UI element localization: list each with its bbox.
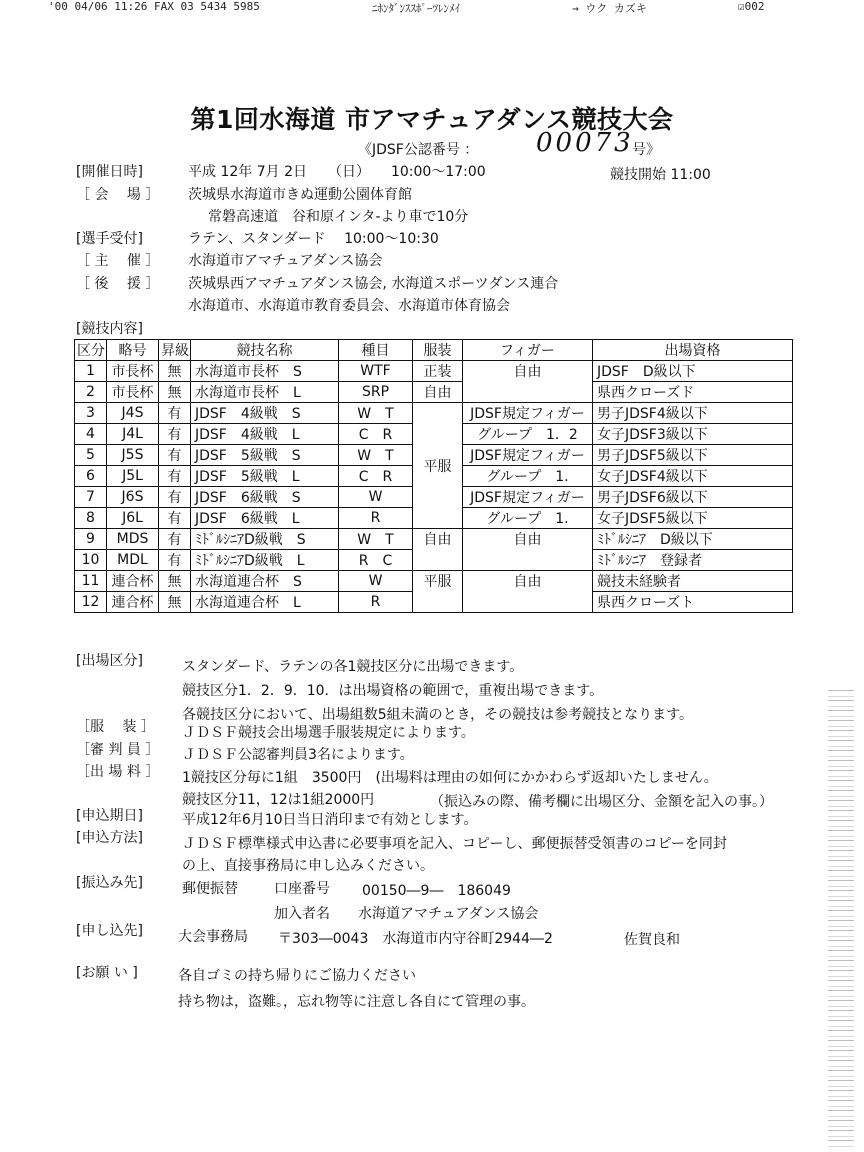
cell-dances: W <box>339 487 413 508</box>
cell-dances: W T <box>339 403 413 424</box>
host-value: 水海道市アマチュアダンス協会 <box>188 253 383 269</box>
venue-label: ［ 会 場 ］ <box>76 187 160 203</box>
transfer-holder-name: 水海道アマチュアダンス協会 <box>358 906 539 922</box>
cell-promotion: 無 <box>159 592 191 613</box>
contact-address: 〒303―0043 水海道市内守谷町2944―2 <box>278 931 553 947</box>
category-line3: 各競技区分において、出場組数5組未満のとき，その競技は参考競技となります。 <box>182 707 693 723</box>
competition-start: 競技開始 11:00 <box>610 167 711 183</box>
cell-figure: 自由 <box>463 361 593 403</box>
cell-qualification: 男子JDSF5級以下 <box>593 445 793 466</box>
scan-noise-strip <box>828 690 854 1150</box>
host-label: ［ 主 催 ］ <box>76 253 160 269</box>
header-event-name: 競技名称 <box>191 340 339 361</box>
cell-event-name: 水海道市長杯 S <box>191 361 339 382</box>
category-label: [出場区分] <box>76 653 143 669</box>
header-abbreviation: 略号 <box>107 340 159 361</box>
cell-promotion: 有 <box>159 550 191 571</box>
cell-dances: SRP <box>339 382 413 403</box>
cell-event-name: ﾐﾄﾞﾙｼﾆｱD級戦 L <box>191 550 339 571</box>
cell-figure: JDSF規定フィガー <box>463 487 593 508</box>
cell-figure: グループ 1. <box>463 508 593 529</box>
approval-number-handwritten: 00073 <box>536 128 634 158</box>
contact-office: 大会事務局 <box>178 929 248 945</box>
cell-promotion: 無 <box>159 361 191 382</box>
table-row <box>75 382 793 403</box>
transfer-label: [振込み先] <box>76 875 143 891</box>
cell-abbr: MDS <box>107 529 159 550</box>
fax-datetime: '00 04/06 11:26 FAX 03 5434 5985 <box>48 0 260 13</box>
cell-qualification: 男子JDSF6級以下 <box>593 487 793 508</box>
cell-promotion: 無 <box>159 382 191 403</box>
cell-dress: 平服 <box>413 403 463 529</box>
fee-line2a: 競技区分11，12は1組2000円 <box>182 792 375 808</box>
header-figure: フィガー <box>463 340 593 361</box>
venue-line1: 茨城県水海道市きぬ運動公園体育館 <box>188 187 412 203</box>
cell-dances: R <box>339 592 413 613</box>
cell-dances: C R <box>339 466 413 487</box>
cell-promotion: 有 <box>159 466 191 487</box>
header-promotion: 昇級 <box>159 340 191 361</box>
date-value: 平成 12年 7月 2日 （日） 10:00～17:00 <box>188 164 486 180</box>
cell-qualification: 女子JDSF3級以下 <box>593 424 793 445</box>
cell-no: 10 <box>75 550 107 571</box>
cell-promotion: 有 <box>159 487 191 508</box>
header-dances: 種目 <box>339 340 413 361</box>
cell-dances: W T <box>339 529 413 550</box>
table-row <box>75 529 793 550</box>
method-line2: の上、直接事務局に申し込みください。 <box>182 858 434 874</box>
table-header-row <box>75 340 793 361</box>
cell-no: 6 <box>75 466 107 487</box>
cell-promotion: 無 <box>159 571 191 592</box>
cell-abbr: MDL <box>107 550 159 571</box>
cell-abbr: J6L <box>107 508 159 529</box>
cell-qualification: ﾐﾄﾞﾙｼﾆｱ D級以下 <box>593 529 793 550</box>
cell-abbr: 連合杯 <box>107 592 159 613</box>
cell-qualification: 県西クローズト <box>593 592 793 613</box>
cell-abbr: J5L <box>107 466 159 487</box>
fax-sender: ﾆﾎﾝﾀﾞﾝｽｽﾎﾟｰﾂﾚﾝﾒｲ <box>372 2 460 15</box>
events-table <box>74 339 793 613</box>
cell-promotion: 有 <box>159 445 191 466</box>
fee-line1: 1競技区分毎に1組 3500円 (出場料は理由の如何にかかわらず返却いたしません。 <box>182 770 718 786</box>
cell-dances: WTF <box>339 361 413 382</box>
cell-qualification: JDSF D級以下 <box>593 361 793 382</box>
cell-qualification: 県西クローズド <box>593 382 793 403</box>
cell-no: 12 <box>75 592 107 613</box>
deadline-label: [申込期日] <box>76 808 143 824</box>
request-label: [お願 い ] <box>76 965 138 981</box>
transfer-account-number: 00150―9― 186049 <box>362 883 511 899</box>
cell-promotion: 有 <box>159 508 191 529</box>
fee-line2b: （振込みの際、備考欄に出場区分、金額を記入の事。） <box>430 794 773 810</box>
category-line1: スタンダード、ラテンの各1競技区分に出場できます。 <box>182 659 524 675</box>
cell-figure: JDSF規定フィガー <box>463 403 593 424</box>
cell-dances: W <box>339 571 413 592</box>
method-label: [申込方法] <box>76 830 143 846</box>
cell-no: 5 <box>75 445 107 466</box>
cell-dances: W T <box>339 445 413 466</box>
cell-dress: 自由 <box>413 382 463 403</box>
contents-label: [競技内容] <box>76 321 143 337</box>
method-line1: ＪＤＳＦ標準様式申込書に必要事項を記入、コピーし、郵便振替受領書のコピーを同封 <box>182 836 727 852</box>
cell-qualification: ﾐﾄﾞﾙｼﾆｱ 登録者 <box>593 550 793 571</box>
approval-suffix: 号》 <box>632 142 660 158</box>
cell-abbr: 連合杯 <box>107 571 159 592</box>
judge-value: ＪＤＳＦ公認審判員3名によります。 <box>182 747 414 763</box>
cell-figure: 自由 <box>463 529 593 571</box>
cell-figure: 自由 <box>463 571 593 613</box>
cell-no: 8 <box>75 508 107 529</box>
cell-no: 4 <box>75 424 107 445</box>
reception-value: ラテン、スタンダード 10:00～10:30 <box>188 231 439 247</box>
support-line2: 水海道市、水海道市教育委員会、水海道市体育協会 <box>188 298 510 314</box>
transfer-account-label: 口座番号 <box>274 881 330 897</box>
transfer-holder-label: 加入者名 <box>274 906 330 922</box>
cell-figure: グループ 1. <box>463 466 593 487</box>
cell-qualification: 男子JDSF4級以下 <box>593 403 793 424</box>
cell-no: 9 <box>75 529 107 550</box>
cell-abbr: J6S <box>107 487 159 508</box>
venue-line2: 常磐高速道 谷和原インタ-より車で10分 <box>208 209 469 225</box>
cell-event-name: JDSF 4級戦 L <box>191 424 339 445</box>
dress-value: ＪＤＳＦ競技会出場選手服装規定によります。 <box>182 725 475 741</box>
judge-label: ［審 判 員 ］ <box>76 742 160 758</box>
fax-page-number: ☑002 <box>738 0 765 13</box>
cell-no: 3 <box>75 403 107 424</box>
cell-event-name: JDSF 6級戦 L <box>191 508 339 529</box>
cell-dress: 自由 <box>413 529 463 571</box>
support-label: ［ 後 援 ］ <box>76 276 160 292</box>
cell-no: 11 <box>75 571 107 592</box>
request-line2: 持ち物は，盗難。，忘れ物等に注意し各自にて管理の事。 <box>178 994 535 1010</box>
cell-promotion: 有 <box>159 529 191 550</box>
cell-dress: 正装 <box>413 361 463 382</box>
cell-qualification: 女子JDSF4級以下 <box>593 466 793 487</box>
table-row <box>75 361 793 382</box>
support-line1: 茨城県西アマチュアダンス協会, 水海道スポーツダンス連合 <box>188 276 559 292</box>
cell-qualification: 女子JDSF5級以下 <box>593 508 793 529</box>
cell-figure: JDSF規定フィガー <box>463 445 593 466</box>
cell-event-name: JDSF 5級戦 L <box>191 466 339 487</box>
cell-figure: グループ 1．2 <box>463 424 593 445</box>
cell-event-name: 水海道市長杯 L <box>191 382 339 403</box>
cell-abbr: J4S <box>107 403 159 424</box>
table-row <box>75 571 793 592</box>
cell-dances: R C <box>339 550 413 571</box>
cell-event-name: ﾐﾄﾞﾙｼﾆｱD級戦 S <box>191 529 339 550</box>
cell-no: 7 <box>75 487 107 508</box>
approval-label: 《JDSF公認番号 ： <box>358 142 479 158</box>
cell-event-name: JDSF 5級戦 S <box>191 445 339 466</box>
transfer-method: 郵便振替 <box>182 881 238 897</box>
table-row <box>75 403 793 424</box>
cell-abbr: 市長杯 <box>107 382 159 403</box>
cell-abbr: 市長杯 <box>107 361 159 382</box>
reception-label: [選手受付] <box>76 231 143 247</box>
request-line1: 各自ゴミの持ち帰りにご協力ください <box>178 968 416 984</box>
cell-no: 2 <box>75 382 107 403</box>
cell-qualification: 競技未経験者 <box>593 571 793 592</box>
cell-event-name: 水海道連合杯 S <box>191 571 339 592</box>
cell-event-name: JDSF 6級戦 S <box>191 487 339 508</box>
cell-promotion: 有 <box>159 403 191 424</box>
cell-dances: C R <box>339 424 413 445</box>
deadline-value: 平成12年6月10日当日消印まで有効とします。 <box>182 812 478 828</box>
contact-label: [申し込先] <box>76 923 143 939</box>
cell-event-name: JDSF 4級戦 S <box>191 403 339 424</box>
header-category: 区分 <box>75 340 107 361</box>
document-title: 第1回水海道 市アマチュアダンス競技大会 <box>190 105 674 134</box>
cell-promotion: 有 <box>159 424 191 445</box>
fax-recipient: → ウク カズキ <box>572 2 647 15</box>
contact-person: 佐賀良和 <box>624 932 680 948</box>
header-dress: 服装 <box>413 340 463 361</box>
header-qualification: 出場資格 <box>593 340 793 361</box>
fee-label: ［出 場 料 ］ <box>76 764 160 780</box>
cell-event-name: 水海道連合杯 L <box>191 592 339 613</box>
cell-dances: R <box>339 508 413 529</box>
category-line2: 競技区分1．2．9．10．は出場資格の範囲で，重複出場できます。 <box>182 683 604 699</box>
date-label: [開催日時] <box>76 164 143 180</box>
dress-label: ［服 装 ］ <box>76 719 155 735</box>
cell-abbr: J4L <box>107 424 159 445</box>
cell-dress: 平服 <box>413 571 463 613</box>
cell-no: 1 <box>75 361 107 382</box>
cell-abbr: J5S <box>107 445 159 466</box>
